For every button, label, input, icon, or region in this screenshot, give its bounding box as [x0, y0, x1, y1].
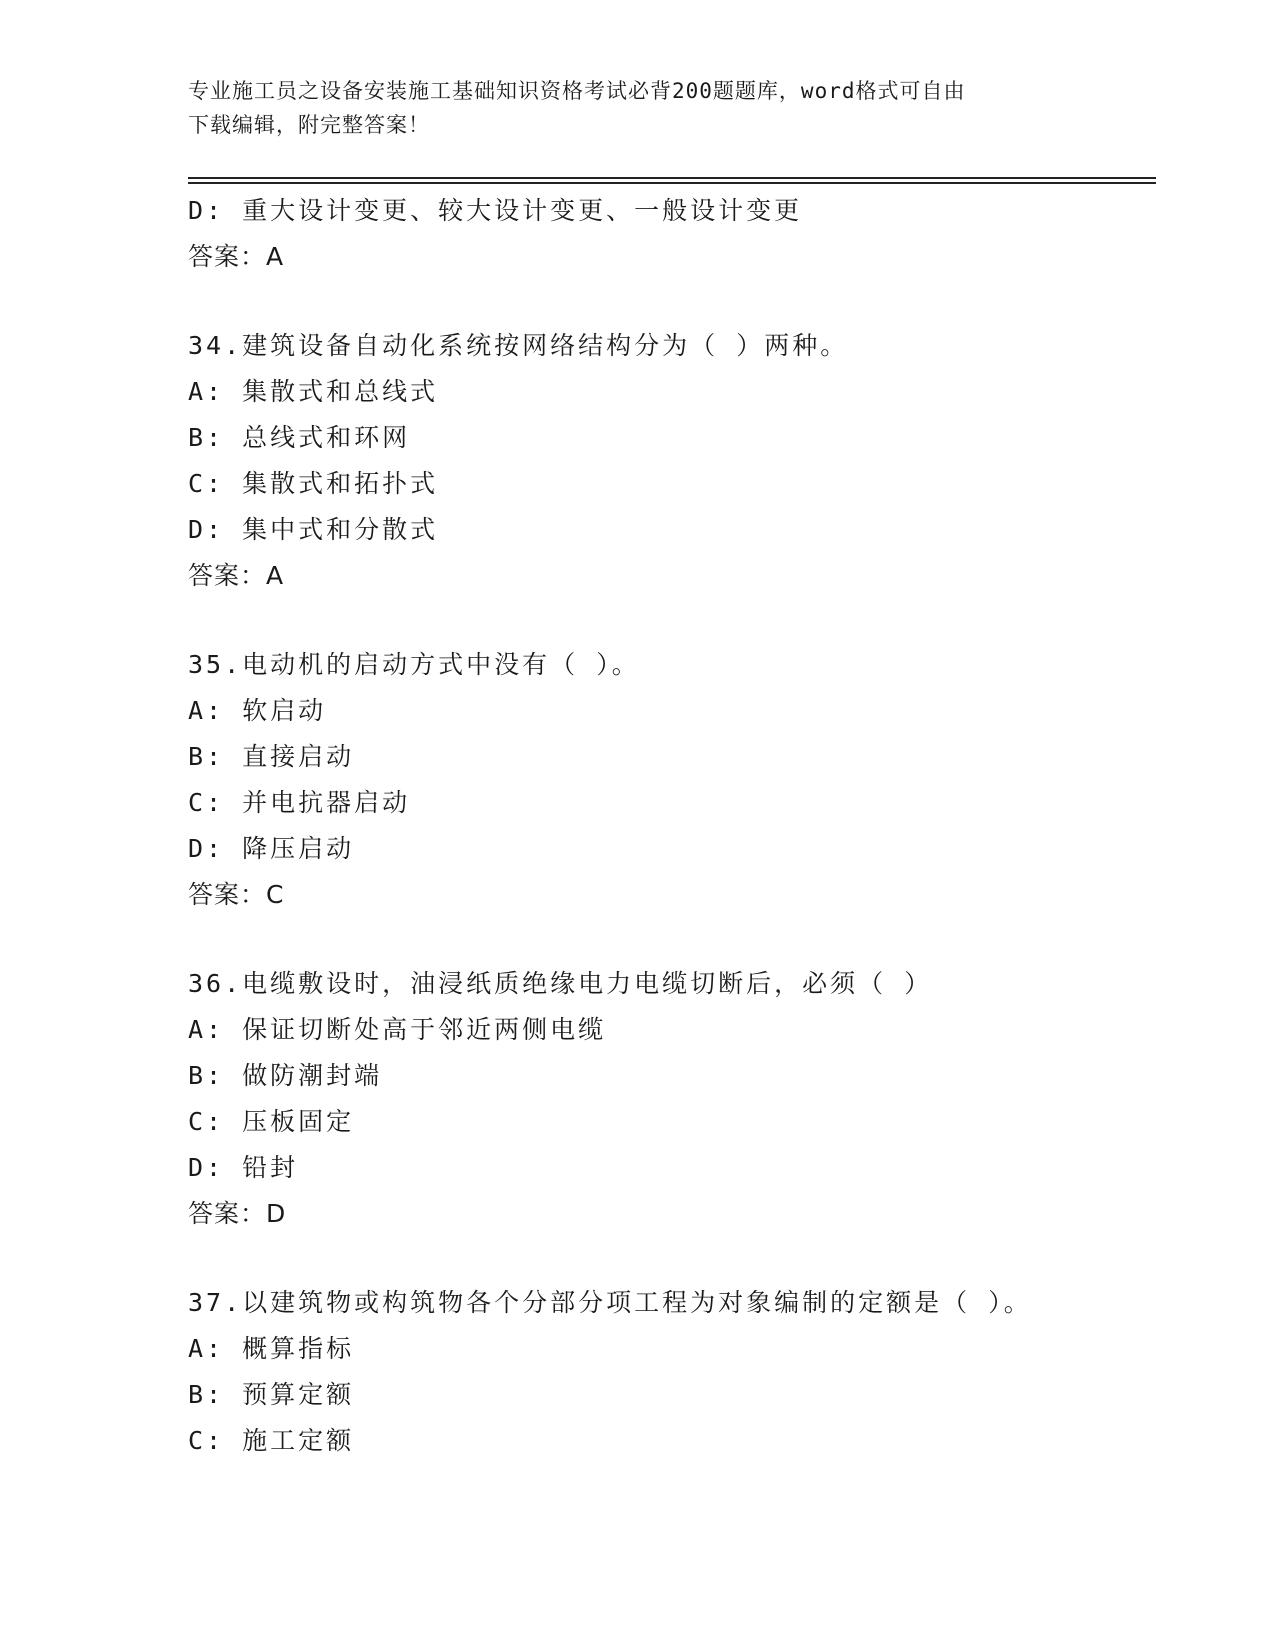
question-35	[188, 642, 1156, 918]
question-text: 34.建筑设备自动化系统按网络结构分为（ ）两种。	[188, 331, 849, 360]
answer: 答案：A	[188, 561, 285, 590]
answer: 答案：D	[188, 1199, 287, 1228]
answer: 答案：A	[188, 242, 285, 271]
option-d: D: 降压启动	[188, 834, 355, 863]
question-text: 36.电缆敷设时，油浸纸质绝缘电力电缆切断后，必须（ ）	[188, 969, 933, 998]
question-37	[188, 1280, 1156, 1464]
option-c: C: 压板固定	[188, 1107, 355, 1136]
spacer	[188, 918, 1156, 961]
option-c: C: 并电抗器启动	[188, 788, 411, 817]
question-36	[188, 961, 1156, 1237]
option-d: D: 集中式和分散式	[188, 515, 439, 544]
option-b: B: 直接启动	[188, 742, 355, 771]
option-b: B: 总线式和环网	[188, 423, 411, 452]
option-d: D: 重大设计变更、较大设计变更、一般设计变更	[188, 196, 803, 225]
header-rule-top	[188, 177, 1156, 179]
header-line-2: 下载编辑，附完整答案！	[188, 113, 430, 137]
spacer	[188, 280, 1156, 323]
question-34	[188, 323, 1156, 599]
question-list	[188, 188, 1156, 1464]
option-d: D: 铅封	[188, 1153, 299, 1182]
header-rule-bottom	[188, 182, 1156, 184]
option-a: A: 保证切断处高于邻近两侧电缆	[188, 1015, 607, 1044]
spacer	[188, 599, 1156, 642]
option-c: C: 集散式和拓扑式	[188, 469, 439, 498]
document-header	[188, 74, 1068, 142]
spacer	[188, 1237, 1156, 1280]
question-33-tail	[188, 188, 1156, 280]
question-text: 37.以建筑物或构筑物各个分部分项工程为对象编制的定额是（ ）。	[188, 1288, 1032, 1317]
option-c: C: 施工定额	[188, 1426, 355, 1455]
header-line-1: 专业施工员之设备安装施工基础知识资格考试必背200题题库，word格式可自由	[188, 79, 966, 103]
option-a: A: 集散式和总线式	[188, 377, 439, 406]
option-b: B: 预算定额	[188, 1380, 355, 1409]
option-a: A: 概算指标	[188, 1334, 355, 1363]
answer: 答案：C	[188, 880, 285, 909]
option-a: A: 软启动	[188, 696, 327, 725]
question-text: 35.电动机的启动方式中没有（ ）。	[188, 650, 640, 679]
option-b: B: 做防潮封端	[188, 1061, 383, 1090]
